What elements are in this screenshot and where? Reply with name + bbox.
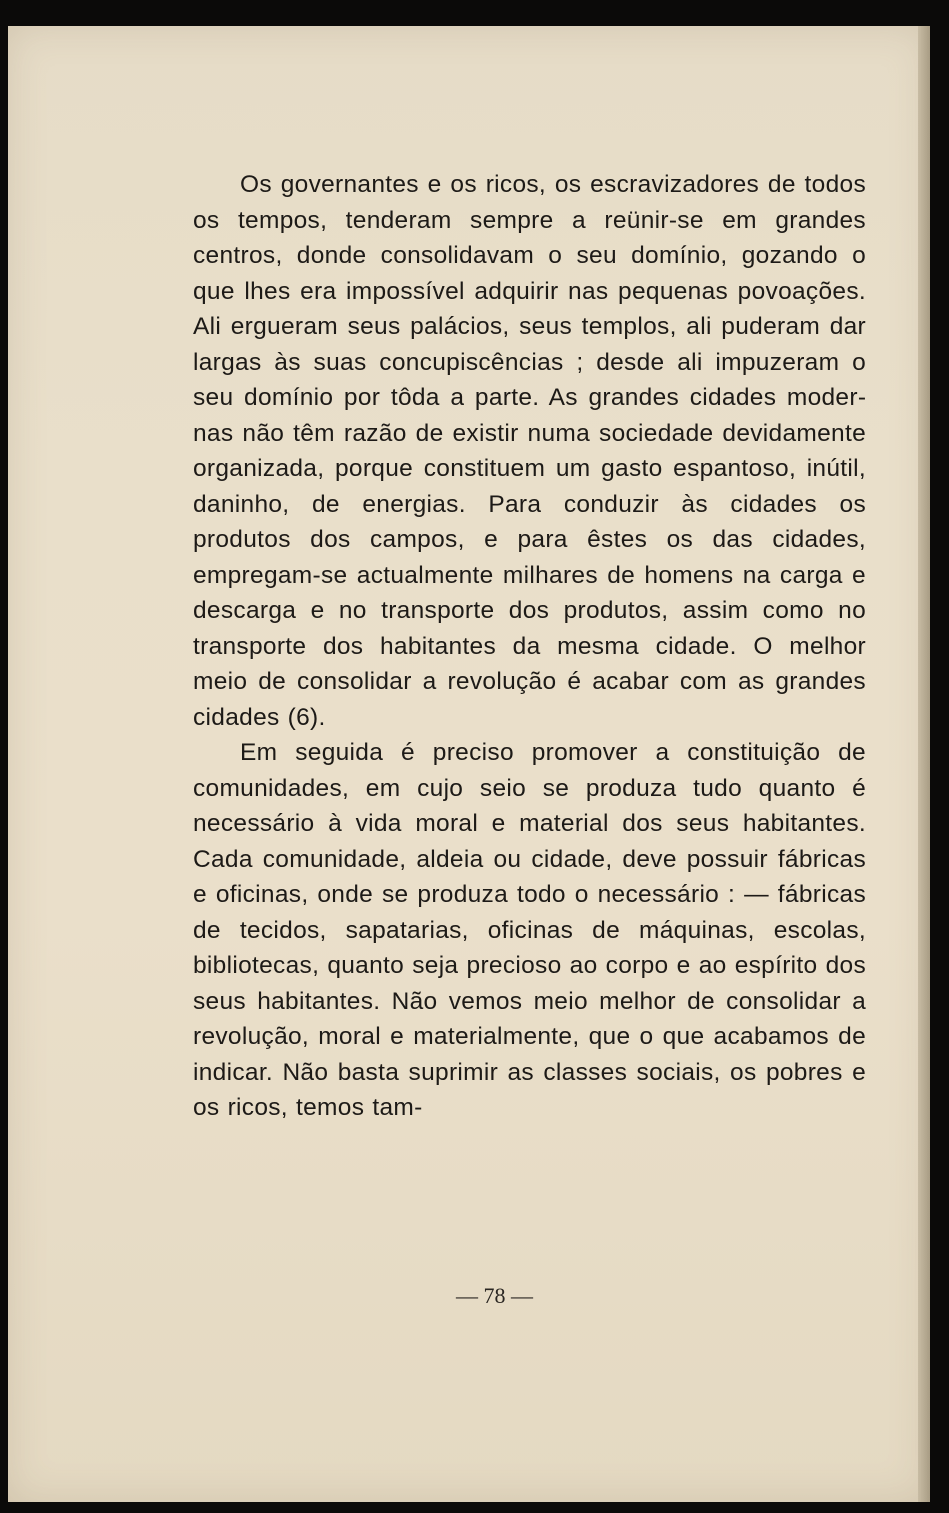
paragraph-1: Os governantes e os ricos, os escravizadores de todos os tempos, tenderam sempre a reünir-se em grandes centros, donde consolidavam o seu domínio, gozando o que lhes era impossível adquirir nas pequenas povoações. Ali ergueram seus palácios, seus templos, ali puderam dar largas às suas concupiscências ; desde ali impuzeram o seu domínio por tôda a parte. As grandes cidades modernas não têm razão de existir numa sociedade devidamente organizada, porque constituem um gasto espantoso, inútil, daninho, de energias. Para conduzir às cidades os produtos dos campos, e para êstes os das cidades, empregam-se actualmente milhares de homens na carga e descarga e no transporte dos produtos, assim como no transporte dos habitantes da mesma cidade. O melhor meio de consolidar a revolução é acabar com as grandes cidades (6). (193, 171, 866, 731)
page-number: — 78 — (456, 1283, 533, 1308)
body-text (193, 167, 866, 1126)
paragraph-2: Em seguida é preciso promover a constituição de comunidades, em cujo seio se produza tudo quanto é necessário à vida moral e material dos seus habitantes. Cada comunidade, aldeia ou cidade, deve possuir fábricas e oficinas, onde se produza todo o necessário : — fábricas de tecidos, sapatarias, oficinas de máquinas, escolas, bibliotecas, quanto seja precioso ao corpo e ao espírito dos seus habitantes. Não vemos meio melhor de consolidar a revolução, moral e materialmente, que o que acabamos de indicar. Não basta suprimir as classes sociais, os pobres e os ricos, temos tam- (193, 739, 866, 1121)
page-edge (918, 26, 930, 1502)
